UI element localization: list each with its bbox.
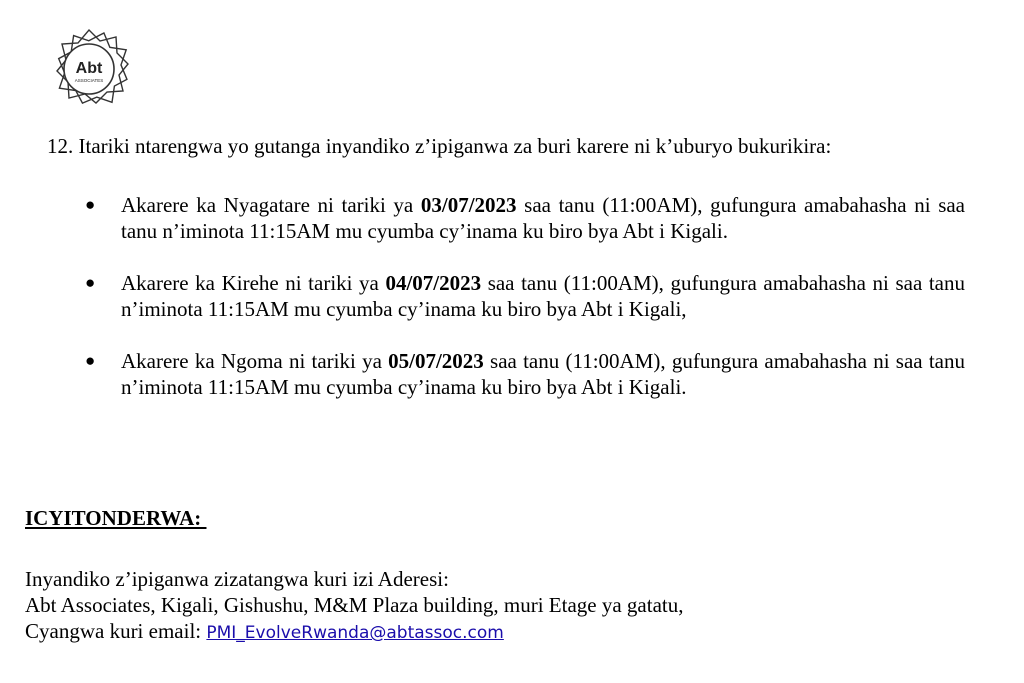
item-number: 12. [47, 134, 74, 158]
list-item [85, 270, 965, 322]
note-heading: ICYITONDERWA: [25, 506, 207, 530]
bullet-text-prefix: Akarere ka Kirehe ni tariki ya [121, 271, 386, 295]
logo-subtext: ASSOCIATES [74, 78, 104, 83]
bullet-icon: ● [85, 273, 96, 292]
abt-associates-logo [48, 28, 130, 110]
bullet-icon: ● [85, 351, 96, 370]
address-block [25, 566, 684, 646]
address-line-3 [25, 618, 684, 646]
deadline-date: 05/07/2023 [388, 349, 484, 373]
logo-text: Abt [75, 60, 103, 77]
address-line-2: Abt Associates, Kigali, Gishushu, M&M Plaza building, muri Etage ya gatatu, [25, 593, 684, 617]
email-link[interactable]: PMI_EvolveRwanda@abtassoc.com [206, 623, 504, 643]
bullet-text-prefix: Akarere ka Nyagatare ni tariki ya [121, 193, 421, 217]
deadline-date: 03/07/2023 [420, 193, 517, 217]
bullet-text-prefix: Akarere ka Ngoma ni tariki ya [121, 349, 389, 373]
bullet-text-suffix: saa tanu (11:00AM), gufungura amabahasha ni saa tanu n’iminota 11:15AM mu cyumba cy’inama ku biro bya Abt i Kigali. [121, 349, 965, 399]
deadline-list [85, 192, 965, 426]
bullet-text-suffix: saa tanu (11:00AM), gufungura amabahasha ni saa tanu n’iminota 11:15AM mu cyumba cy’inama ku biro bya Abt i Kigali, [121, 271, 965, 321]
list-item [85, 192, 965, 244]
email-prefix: Cyangwa kuri email: [25, 619, 207, 643]
numbered-item-12 [47, 133, 977, 159]
item-text: Itariki ntarengwa yo gutanga inyandiko z’ipiganwa za buri karere ni k’uburyo bukurikira: [78, 134, 832, 158]
address-line-1: Inyandiko z’ipiganwa zizatangwa kuri izi Aderesi: [25, 567, 449, 591]
deadline-date: 04/07/2023 [385, 271, 482, 295]
list-item [85, 348, 965, 400]
bullet-icon: ● [85, 195, 96, 214]
bullet-text-suffix: saa tanu (11:00AM), gufungura amabahasha ni saa tanu n’iminota 11:15AM mu cyumba cy’inama ku biro bya Abt i Kigali. [121, 193, 966, 243]
